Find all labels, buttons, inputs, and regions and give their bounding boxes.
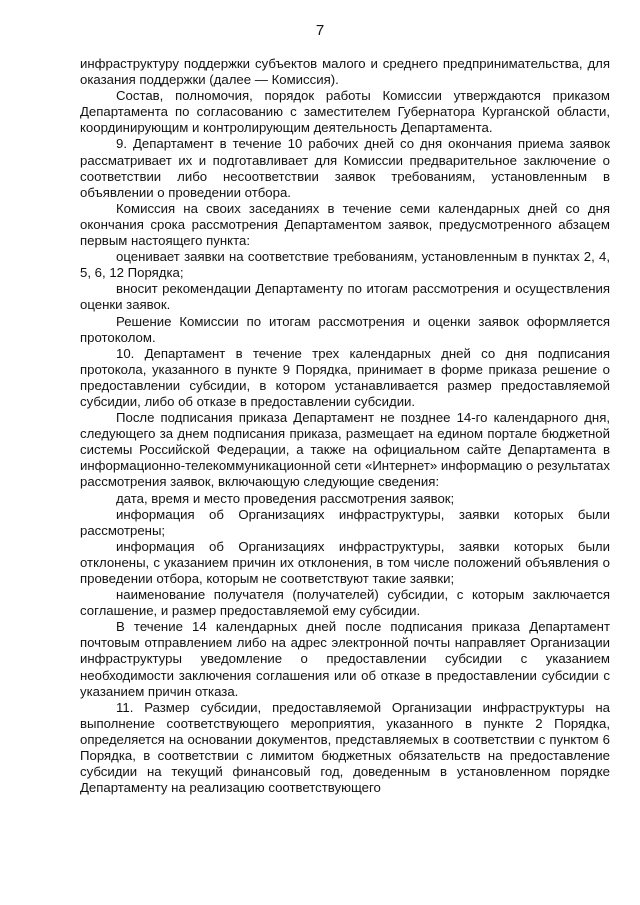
paragraph: дата, время и место проведения рассмотрения заявок; [116,490,455,506]
paragraph: Состав, полномочия, порядок работы Комиссии утверждаются приказом Департамента по согласованию с заместителем Губернатора Курганской области, координирующим и контролирующим деятельность Департамента. [80,88,610,136]
paragraph: вносит рекомендации Департаменту по итогам рассмотрения и осуществления оценки заявок. [80,281,610,313]
page-number: 7 [315,22,325,39]
document-body [80,56,610,796]
paragraph: Комиссия на своих заседаниях в течение семи календарных дней со дня окончания срока рассмотрения Департаментом заявок, предусмотренного абзацем первым настоящего пункта: [80,200,610,249]
paragraph: 9. Департамент в течение 10 рабочих дней со дня окончания приема заявок рассматривает их и подготавливает для Комиссии предварительное заключение о соответствии либо несоответствии заявок требованиям, установленным в объявлении о проведении отбора. [80,136,610,200]
paragraph: информация об Организациях инфраструктуры, заявки которых были рассмотрены; [80,506,610,538]
paragraph: оценивает заявки на соответствие требованиям, установленным в пунктах 2, 4, 5, 6, 12 Порядка; [80,249,610,281]
paragraph: наименование получателя (получателей) субсидии, с которым заключается соглашение, и размер предоставляемой ему субсидии. [80,587,610,619]
paragraph: информация об Организациях инфраструктуры, заявки которых были отклонены, с указанием причин их отклонения, в том числе положений объявления о проведении отбора, которым не соответствуют такие заявки; [80,538,610,586]
paragraph: После подписания приказа Департамент не позднее 14-го календарного дня, следующего за днем подписания приказа, размещает на едином портале бюджетной системы Российской Федерации, а также на официальном сайте Департамента в информационно-телекоммуникационной сети «Интернет» информацию о результатах рассмотрения заявок, включающую следующие сведения: [80,410,610,490]
paragraph: 11. Размер субсидии, предоставляемой Организации инфраструктуры на выполнение соответствующего мероприятия, указанного в пункте 2 Порядка, определяется на основании документов, представляемых в соответствии с пунктом 6 Порядка, в соответствии с лимитом бюджетных обязательств на предоставление субсидии на текущий финансовый год, доведенным в установленном порядке Департаменту на реализацию соответствующего [80,699,610,796]
paragraph: В течение 14 календарных дней после подписания приказа Департамент почтовым отправлением либо на адрес электронной почты направляет Организации инфраструктуры уведомление о предоставлении субсидии с указанием необходимости заключения соглашения или об отказе в предоставлении субсидии с указанием причин отказа. [80,619,610,699]
paragraph: инфраструктуру поддержки субъектов малого и среднего предпринимательства, для оказания поддержки (далее — Комиссия). [80,56,610,88]
paragraph: 10. Департамент в течение трех календарных дней со дня подписания протокола, указанного в пункте 9 Порядка, принимает в форме приказа решение о предоставлении субсидии, в котором устанавливается размер предоставляемой субсидии, либо об отказе в предоставлении субсидии. [80,345,610,409]
paragraph: Решение Комиссии по итогам рассмотрения и оценки заявок оформляется протоколом. [80,313,610,345]
